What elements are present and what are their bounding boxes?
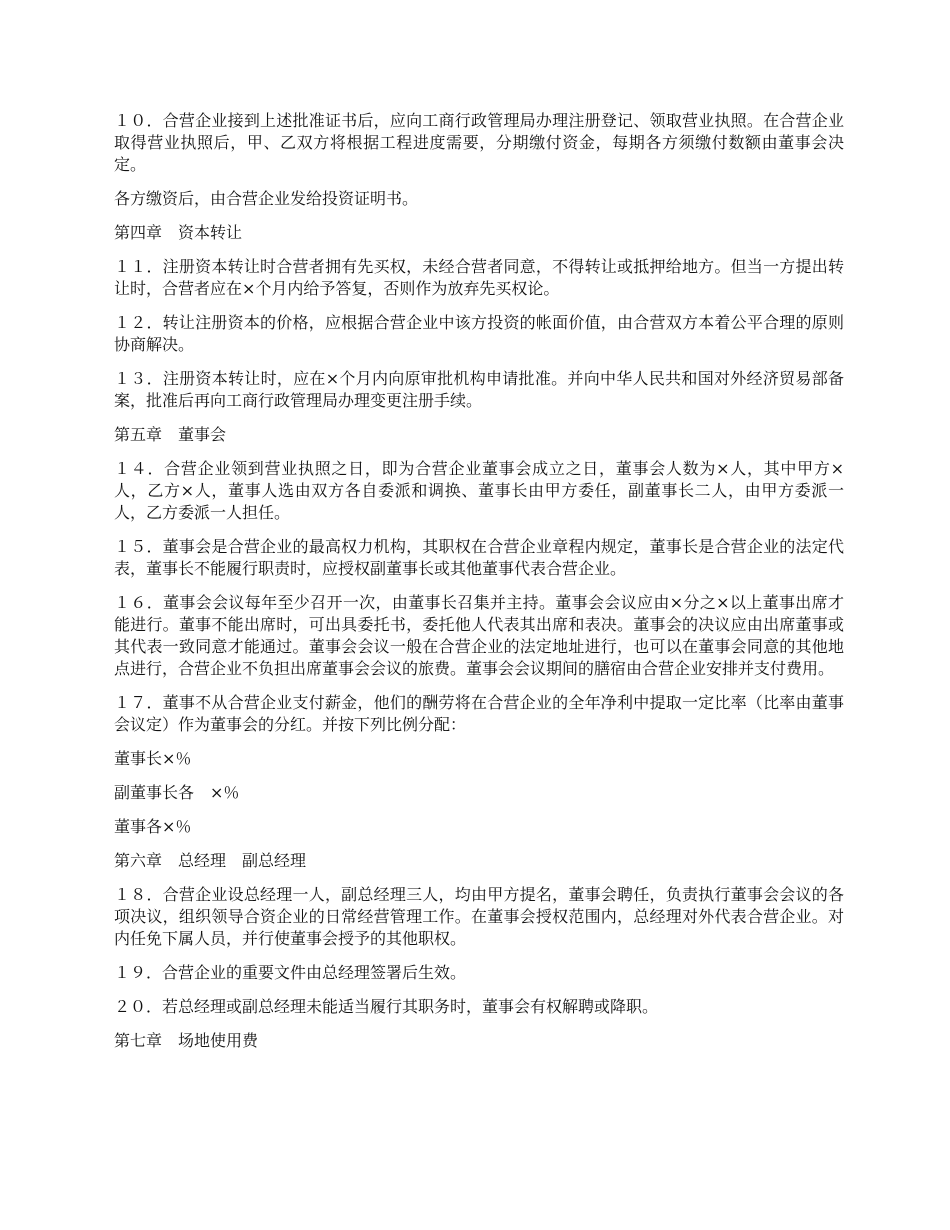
chapter-heading-6: 第六章 总经理 副总经理 xyxy=(114,851,307,870)
ratio-vice-chairman: 副董事长各 ×％ xyxy=(114,783,240,802)
document-body xyxy=(114,110,844,1064)
paragraph-clause-16: １６．董事会会议每年至少召开一次，由董事长召集并主持。董事会会议应由×分之×以上董事出席才能进行。董事不能出席时，可出具委托书，委托他人代表其出席和表决。董事会的决议应由出席董事或其代表一致同意才能通过。董事会会议一般在合营企业的法定地址进行，也可以在董事会同意的其他地点进行，合营企业不负担出席董事会会议的旅费。董事会会议期间的膳宿由合营企业安排并支付费用。 xyxy=(114,593,844,678)
paragraph-investment-certificate: 各方缴资后，由合营企业发给投资证明书。 xyxy=(114,189,419,208)
paragraph-clause-18: １８．合营企业设总经理一人，副总经理三人，均由甲方提名，董事会聘任，负责执行董事会会议的各项决议，组织领导合资企业的日常经营管理工作。在董事会授权范围内，总经理对外代表合营企业。对内任免下属人员，并行使董事会授予的其他职权。 xyxy=(114,885,844,948)
paragraph-clause-11: １１．注册资本转让时合营者拥有先买权，未经合营者同意，不得转让或抵押给地方。但当一方提出转让时，合营者应在×个月内给予答复，否则作为放弃先买权论。 xyxy=(114,257,844,298)
paragraph-clause-14: １４．合营企业领到营业执照之日，即为合营企业董事会成立之日，董事会人数为×人，其中甲方×人，乙方×人，董事人选由双方各自委派和调换、董事长由甲方委任，副董事长二人，由甲方委派一人，乙方委派一人担任。 xyxy=(114,459,844,522)
paragraph-clause-17: １７．董事不从合营企业支付薪金，他们的酬劳将在合营企业的全年净利中提取一定比率（比率由董事会议定）作为董事会的分红。并按下列比例分配： xyxy=(114,693,844,734)
paragraph-clause-12: １２．转让注册资本的价格，应根据合营企业中该方投资的帐面价值，由合营双方本着公平合理的原则协商解决。 xyxy=(114,313,844,354)
paragraph-clause-20: ２０．若总经理或副总经理未能适当履行其职务时，董事会有权解聘或降职。 xyxy=(114,997,659,1016)
paragraph-clause-13: １３．注册资本转让时，应在×个月内向原审批机构申请批准。并向中华人民共和国对外经济贸易部备案，批准后再向工商行政管理局办理变更注册手续。 xyxy=(114,369,844,410)
paragraph-clause-19: １９．合营企业的重要文件由总经理签署后生效。 xyxy=(114,963,467,982)
paragraph-clause-15: １５．董事会是合营企业的最高权力机构，其职权在合营企业章程内规定，董事长是合营企业的法定代表，董事长不能履行职责时，应授权副董事长或其他董事代表合营企业。 xyxy=(114,537,844,578)
chapter-heading-7: 第七章 场地使用费 xyxy=(114,1031,259,1050)
chapter-heading-4: 第四章 资本转让 xyxy=(114,223,243,242)
chapter-heading-5: 第五章 董事会 xyxy=(114,425,227,444)
paragraph-clause-10: １０．合营企业接到上述批准证书后，应向工商行政管理局办理注册登记、领取营业执照。在合营企业取得营业执照后，甲、乙双方将根据工程进度需要，分期缴付资金，每期各方须缴付数额由董事会决定。 xyxy=(114,111,844,174)
ratio-director: 董事各×％ xyxy=(114,817,192,836)
ratio-chairman: 董事长×％ xyxy=(114,749,192,768)
